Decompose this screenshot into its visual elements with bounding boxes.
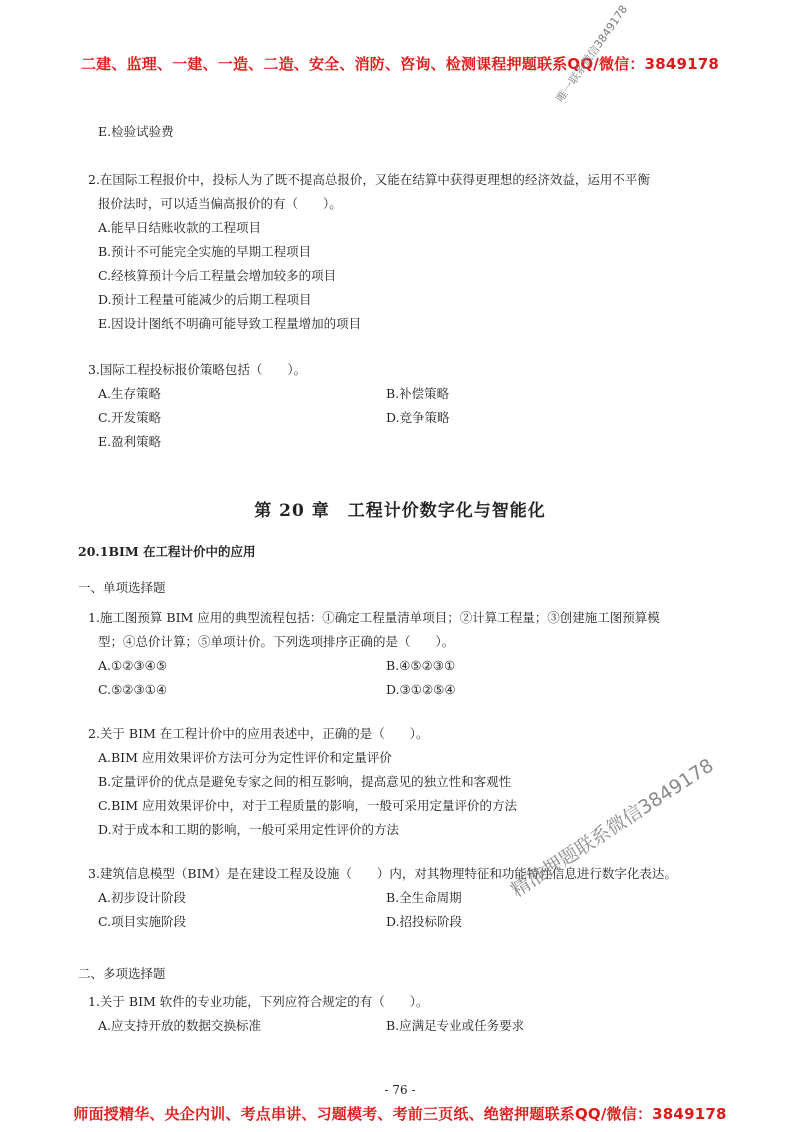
question-text: 1.施工图预算 BIM 应用的典型流程包括：①确定工程量清单项目；②计算工程量；③创建施工图预算模 — [88, 610, 660, 625]
option-a: A.初步设计阶段 — [98, 890, 187, 905]
option-a: A.能早日结账收款的工程项目 — [98, 220, 262, 235]
page-number: - 76 - — [384, 1083, 416, 1097]
question-text: 3.建筑信息模型（BIM）是在建设工程及设施（ ）内，对其物理特征和功能特性信息进行数字化表达。 — [88, 866, 677, 881]
question-text: 2.关于 BIM 在工程计价中的应用表述中，正确的是（ ）。 — [88, 726, 429, 741]
option-d: D.③①②⑤④ — [386, 682, 456, 697]
watermark-middle: 精准押题联系微信3849178 — [507, 754, 718, 902]
header-banner: 二建、监理、一建、一造、二造、安全、消防、咨询、检测课程押题联系QQ/微信：3849178 — [80, 55, 720, 73]
option-e: E.盈利策略 — [98, 434, 162, 449]
question-text: 3.国际工程投标报价策略包括（ ）。 — [88, 362, 307, 377]
option-prev-e: E.检验试验费 — [98, 124, 174, 139]
section-title: 20.1BIM 在工程计价中的应用 — [78, 544, 256, 559]
option-c: C.经核算预计今后工程量会增加较多的项目 — [98, 268, 337, 283]
option-e: E.因设计图纸不明确可能导致工程量增加的项目 — [98, 316, 362, 331]
option-a: A.BIM 应用效果评价方法可分为定性评价和定量评价 — [98, 750, 392, 765]
option-a: A.生存策略 — [98, 386, 162, 401]
option-d: D.对于成本和工期的影响，一般可采用定性评价的方法 — [98, 822, 400, 837]
chapter-title: 第 20 章 工程计价数字化与智能化 — [254, 501, 546, 521]
question-text: 1.关于 BIM 软件的专业功能，下列应符合规定的有（ ）。 — [88, 994, 429, 1009]
option-a: A.应支持开放的数据交换标准 — [98, 1018, 262, 1033]
option-a: A.①②③④⑤ — [98, 658, 168, 673]
option-b: B.预计不可能完全实施的早期工程项目 — [98, 244, 312, 259]
option-d: D.预计工程量可能减少的后期工程项目 — [98, 292, 312, 307]
question-text: 型；④总价计算；⑤单项计价。下列选项排序正确的是（ ）。 — [98, 634, 455, 649]
option-d: D.招投标阶段 — [386, 914, 463, 929]
option-d: D.竞争策略 — [386, 410, 450, 425]
footer-banner: 师面授精华、央企内训、考点串讲、习题模考、考前三页纸、绝密押题联系QQ/微信：3849178 — [73, 1105, 727, 1123]
option-b: B.④⑤②③① — [386, 658, 456, 673]
option-b: B.应满足专业或任务要求 — [386, 1018, 525, 1033]
option-c: C.项目实施阶段 — [98, 914, 187, 929]
watermark-top: 唯一联系微信3849178 — [553, 2, 631, 105]
option-b: B.全生命周期 — [386, 890, 462, 905]
multi-choice-heading: 二、多项选择题 — [78, 966, 166, 981]
option-c: C.⑤②③①④ — [98, 682, 168, 697]
single-choice-heading: 一、单项选择题 — [78, 580, 166, 595]
question-text: 2.在国际工程报价中，投标人为了既不提高总报价，又能在结算中获得更理想的经济效益，运用不平衡 — [88, 172, 650, 187]
question-text: 报价法时，可以适当偏高报价的有（ ）。 — [98, 196, 342, 211]
option-b: B.补偿策略 — [386, 386, 450, 401]
option-c: C.开发策略 — [98, 410, 162, 425]
option-b: B.定量评价的优点是避免专家之间的相互影响，提高意见的独立性和客观性 — [98, 774, 512, 789]
option-c: C.BIM 应用效果评价中，对于工程质量的影响，一般可采用定量评价的方法 — [98, 798, 517, 813]
